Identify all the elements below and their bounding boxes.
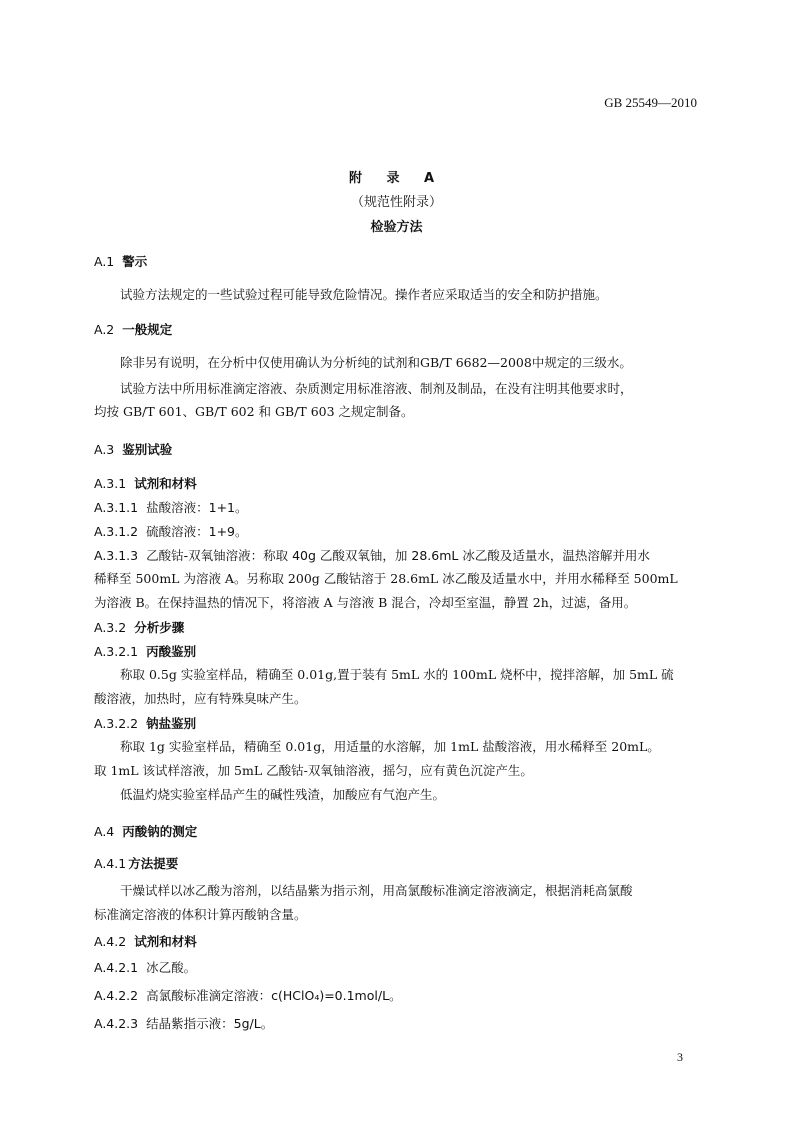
- section-title: 鉴别试验: [122, 442, 173, 457]
- section-title: 分析步骤: [134, 620, 185, 635]
- section-title: 高氯酸标准滴定溶液：c(HClO₄)=0.1mol/L。: [146, 988, 402, 1003]
- section-heading: [94, 932, 197, 950]
- section-number: A.3.1: [94, 476, 127, 491]
- section-number: A.3.2.2: [94, 716, 139, 731]
- section-title: 乙酸钴-双氧铀溶液：称取 40g 乙酸双氧铀，加 28.6mL 冰乙酸及适量水，温热溶解并用水: [146, 548, 650, 563]
- section-heading: [94, 642, 196, 660]
- appendix-label: 附 录 A: [348, 171, 445, 186]
- section-title: 警示: [122, 254, 148, 269]
- section-number: A.4.2: [94, 934, 127, 949]
- section-title: 钠盐鉴别: [146, 716, 197, 731]
- section-number: A.4.2.1: [94, 960, 139, 975]
- section-number: A.4.2.3: [94, 1016, 139, 1031]
- section-heading: [94, 546, 650, 564]
- paragraph: 为溶液 B。在保持温热的情况下，将溶液 A 与溶液 B 混合，冷却至室温，静置 2h，过滤，备用。: [94, 595, 637, 610]
- section-heading: [94, 986, 402, 1004]
- paragraph: 低温灼烧实验室样品产生的碱性残渣，加酸应有气泡产生。: [120, 787, 446, 802]
- section-number: A.1: [94, 254, 115, 269]
- section-title: 丙酸钠的测定: [122, 824, 198, 839]
- paragraph: 酸溶液，加热时，应有特殊臭味产生。: [94, 691, 307, 706]
- section-title: 盐酸溶液：1+1。: [146, 500, 248, 515]
- paragraph: 称取 1g 实验室样品，精确至 0.01g，用适量的水溶解，加 1mL 盐酸溶液，用水稀释至 20mL。: [120, 739, 660, 754]
- section-number: A.3.1.3: [94, 548, 139, 563]
- section-heading: [94, 320, 172, 338]
- paragraph: 标准滴定溶液的体积计算丙酸钠含量。: [94, 907, 307, 922]
- section-heading: [94, 1014, 273, 1032]
- paragraph: 稀释至 500mL 为溶液 A。另称取 200g 乙酸钴溶于 28.6mL 冰乙酸及适量水中，并用水稀释至 500mL: [94, 571, 678, 586]
- paragraph: 均按 GB/T 601、GB/T 602 和 GB/T 603 之规定制备。: [94, 404, 414, 419]
- paragraph: 干燥试样以冰乙酸为溶剂，以结晶紫为指示剂，用高氯酸标准滴定溶液滴定，根据消耗高氯酸: [120, 883, 633, 898]
- paragraph: 除非另有说明，在分析中仅使用确认为分析纯的试剂和GB/T 6682—2008中规定的三级水。: [120, 355, 632, 370]
- section-title: 试剂和材料: [134, 476, 197, 491]
- section-heading: [94, 498, 248, 516]
- section-heading: [94, 854, 178, 872]
- section-heading: [94, 440, 172, 458]
- appendix-title: 检验方法: [370, 220, 423, 235]
- section-heading: [94, 522, 248, 540]
- section-number: A.4: [94, 824, 115, 839]
- doc-number: GB 25549—2010: [604, 95, 697, 110]
- section-number: A.4.1: [94, 856, 127, 871]
- section-heading: [94, 822, 197, 840]
- section-number: A.2: [94, 322, 115, 337]
- section-title: 丙酸鉴别: [146, 644, 197, 659]
- section-title: 结晶紫指示液：5g/L。: [146, 1016, 274, 1031]
- section-title: 冰乙酸。: [146, 960, 197, 975]
- section-title: 一般规定: [122, 322, 173, 337]
- section-number: A.3.2: [94, 620, 127, 635]
- section-number: A.3: [94, 442, 115, 457]
- section-title: 方法提要: [128, 856, 179, 871]
- paragraph: 试验方法规定的一些试验过程可能导致危险情况。操作者应采取适当的安全和防护措施。: [120, 287, 608, 302]
- section-heading: [94, 714, 196, 732]
- section-heading: [94, 252, 147, 270]
- section-title: 试剂和材料: [134, 934, 197, 949]
- section-number: A.3.1.1: [94, 500, 139, 515]
- appendix-type: （规范性附录）: [350, 195, 442, 210]
- section-heading: [94, 474, 197, 492]
- section-number: A.3.2.1: [94, 644, 139, 659]
- paragraph: 试验方法中所用标准滴定溶液、杂质测定用标准溶液、制剂及制品，在没有注明其他要求时，: [120, 381, 633, 396]
- section-heading: [94, 958, 196, 976]
- section-title: 硫酸溶液：1+9。: [146, 524, 248, 539]
- section-heading: [94, 618, 184, 636]
- paragraph: 称取 0.5g 实验室样品，精确至 0.01g,置于装有 5mL 水的 100mL 烧杯中，搅拌溶解，加 5mL 硫: [120, 667, 674, 682]
- paragraph: 取 1mL 该试样溶液，加 5mL 乙酸钴-双氧铀溶液，摇匀，应有黄色沉淀产生。: [94, 763, 533, 778]
- section-number: A.4.2.2: [94, 988, 139, 1003]
- section-number: A.3.1.2: [94, 524, 139, 539]
- page-number: 3: [677, 1050, 683, 1064]
